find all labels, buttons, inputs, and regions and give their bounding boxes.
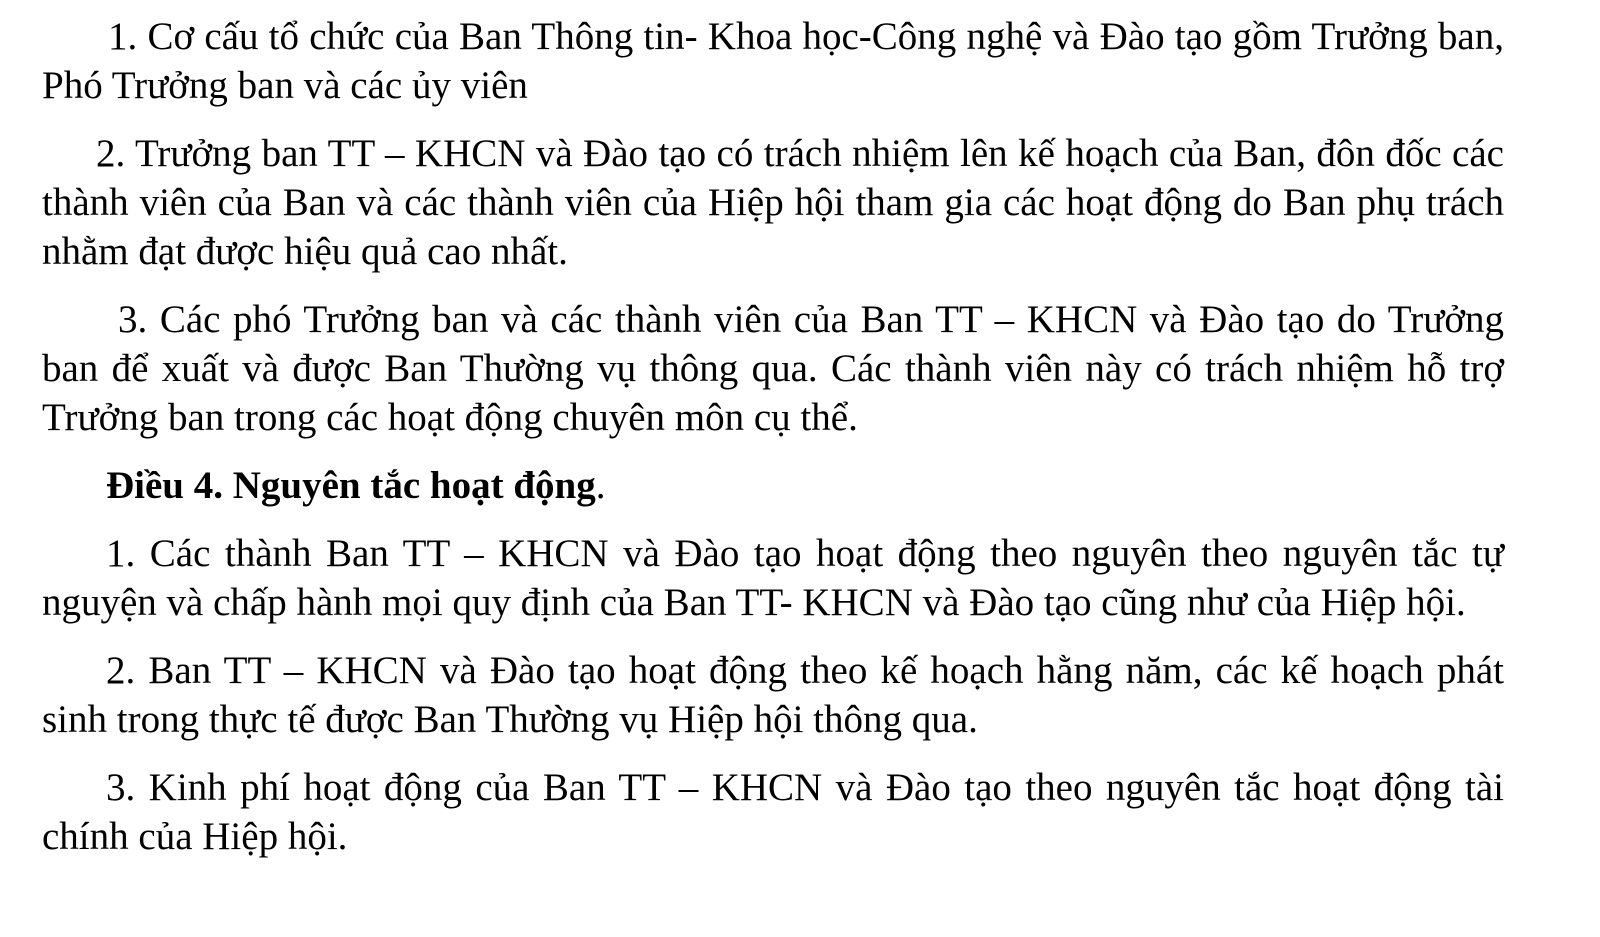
article-heading-title: Điều 4. Nguyên tắc hoạt động: [106, 464, 596, 507]
paragraph-2: 2. Trưởng ban TT – KHCN và Đào tạo có trách nhiệm lên kế hoạch của Ban, đôn đốc các thành viên của Ban và các thành viên của Hiệp hội tham gia các hoạt động do Ban phụ trách nhằm đạt được hiệu quả cao nhất.: [42, 132, 1504, 273]
paragraph-3: 3. Các phó Trưởng ban và các thành viên của Ban TT – KHCN và Đào tạo do Trưởng ban để xuất và được Ban Thường vụ thông qua. Các thành viên này có trách nhiệm hỗ trợ Trưởng ban trong các hoạt động chuyên môn cụ thể.: [42, 298, 1504, 439]
article-paragraph-2: 2. Ban TT – KHCN và Đào tạo hoạt động theo kế hoạch hằng năm, các kế hoạch phát sinh trong thực tế được Ban Thường vụ Hiệp hội thông qua.: [42, 649, 1504, 741]
article-heading-period: .: [595, 464, 606, 507]
article-paragraph-1: 1. Các thành Ban TT – KHCN và Đào tạo hoạt động theo nguyên theo nguyên tắc tự nguyện và chấp hành mọi quy định của Ban TT- KHCN và Đào tạo cũng như của Hiệp hội.: [42, 532, 1504, 624]
paragraph-1: 1. Cơ cấu tổ chức của Ban Thông tin- Khoa học-Công nghệ và Đào tạo gồm Trưởng ban, Phó Trưởng ban và các ủy viên: [42, 15, 1504, 107]
document-body: [42, 12, 1504, 861]
article-heading: [42, 461, 1504, 510]
article-paragraph-3: 3. Kinh phí hoạt động của Ban TT – KHCN và Đào tạo theo nguyên tắc hoạt động tài chính của Hiệp hội.: [42, 766, 1504, 858]
